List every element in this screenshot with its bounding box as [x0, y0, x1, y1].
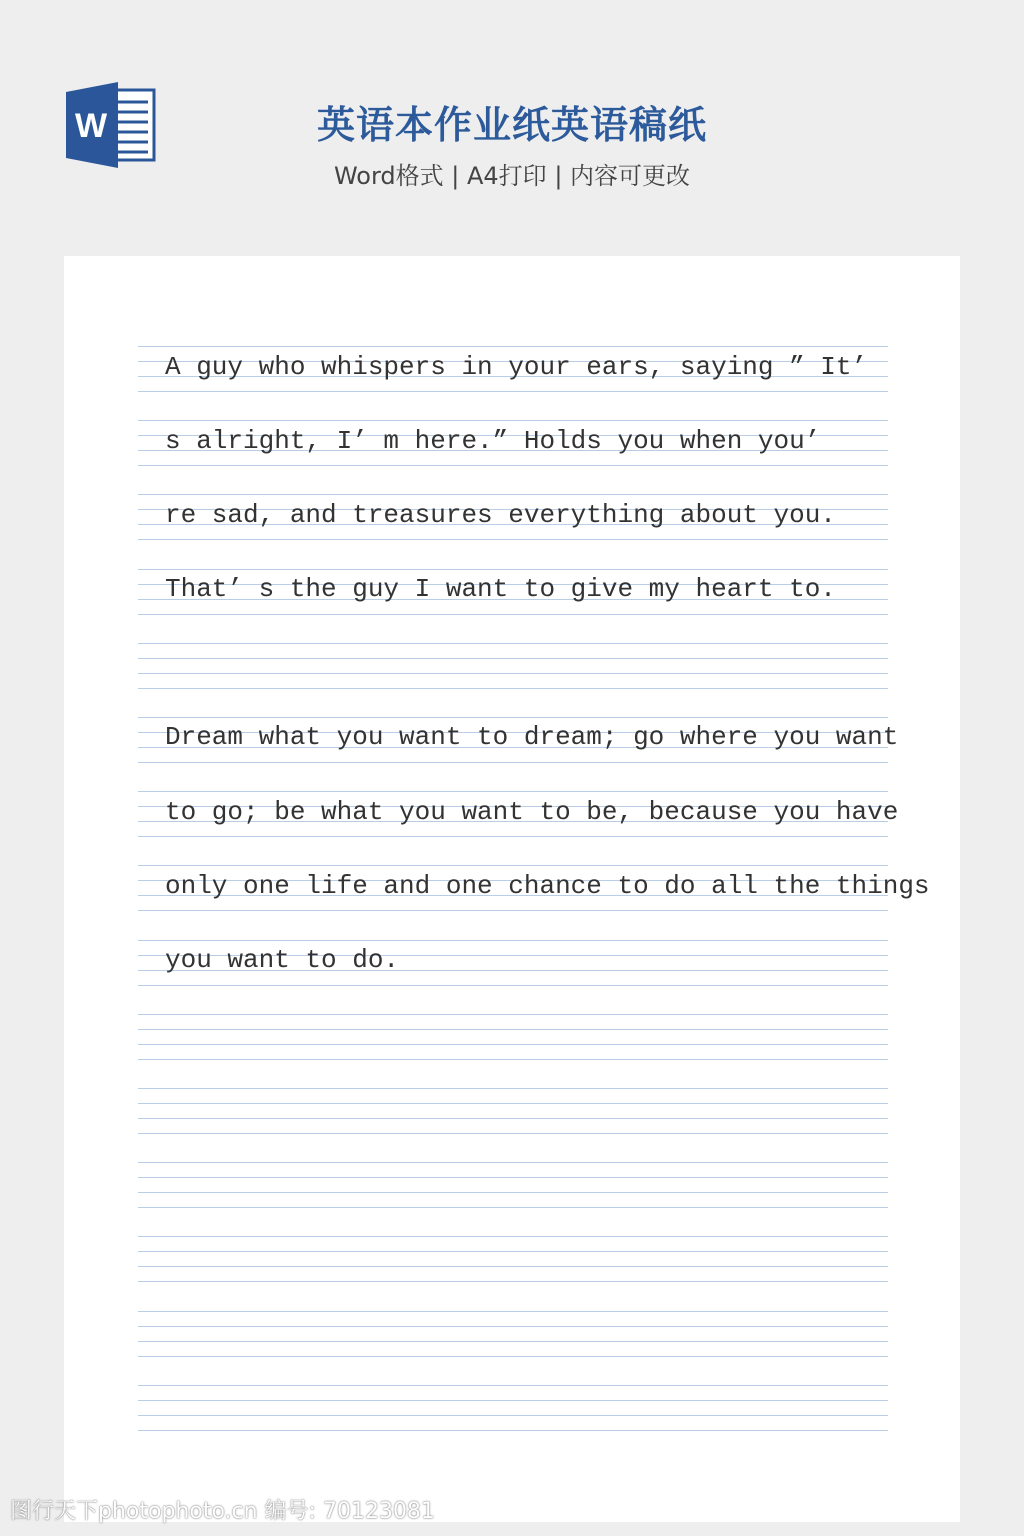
text-line: re sad, and treasures everything about you.	[165, 500, 836, 530]
text-line: Dream what you want to dream; go where you want	[165, 722, 899, 752]
text-line: to go; be what you want to be, because you have	[165, 797, 899, 827]
text-line: s alright, I’ m here.” Holds you when you’	[165, 426, 821, 456]
text-line: A guy who whispers in your ears, saying ” It’	[165, 352, 868, 382]
text-line: That’ s the guy I want to give my heart to.	[165, 574, 836, 604]
writing-paper	[64, 256, 960, 1522]
page-title: 英语本作业纸英语稿纸	[316, 103, 707, 147]
watermark: 图行天下photophoto.cn 编号: 70123081	[10, 1499, 435, 1524]
word-icon-letter: W	[74, 107, 108, 145]
text-line: you want to do.	[165, 945, 400, 975]
text-line: only one life and one chance to do all the things	[165, 871, 930, 901]
page-subtitle: Word格式 | A4打印 | 内容可更改	[333, 162, 691, 190]
